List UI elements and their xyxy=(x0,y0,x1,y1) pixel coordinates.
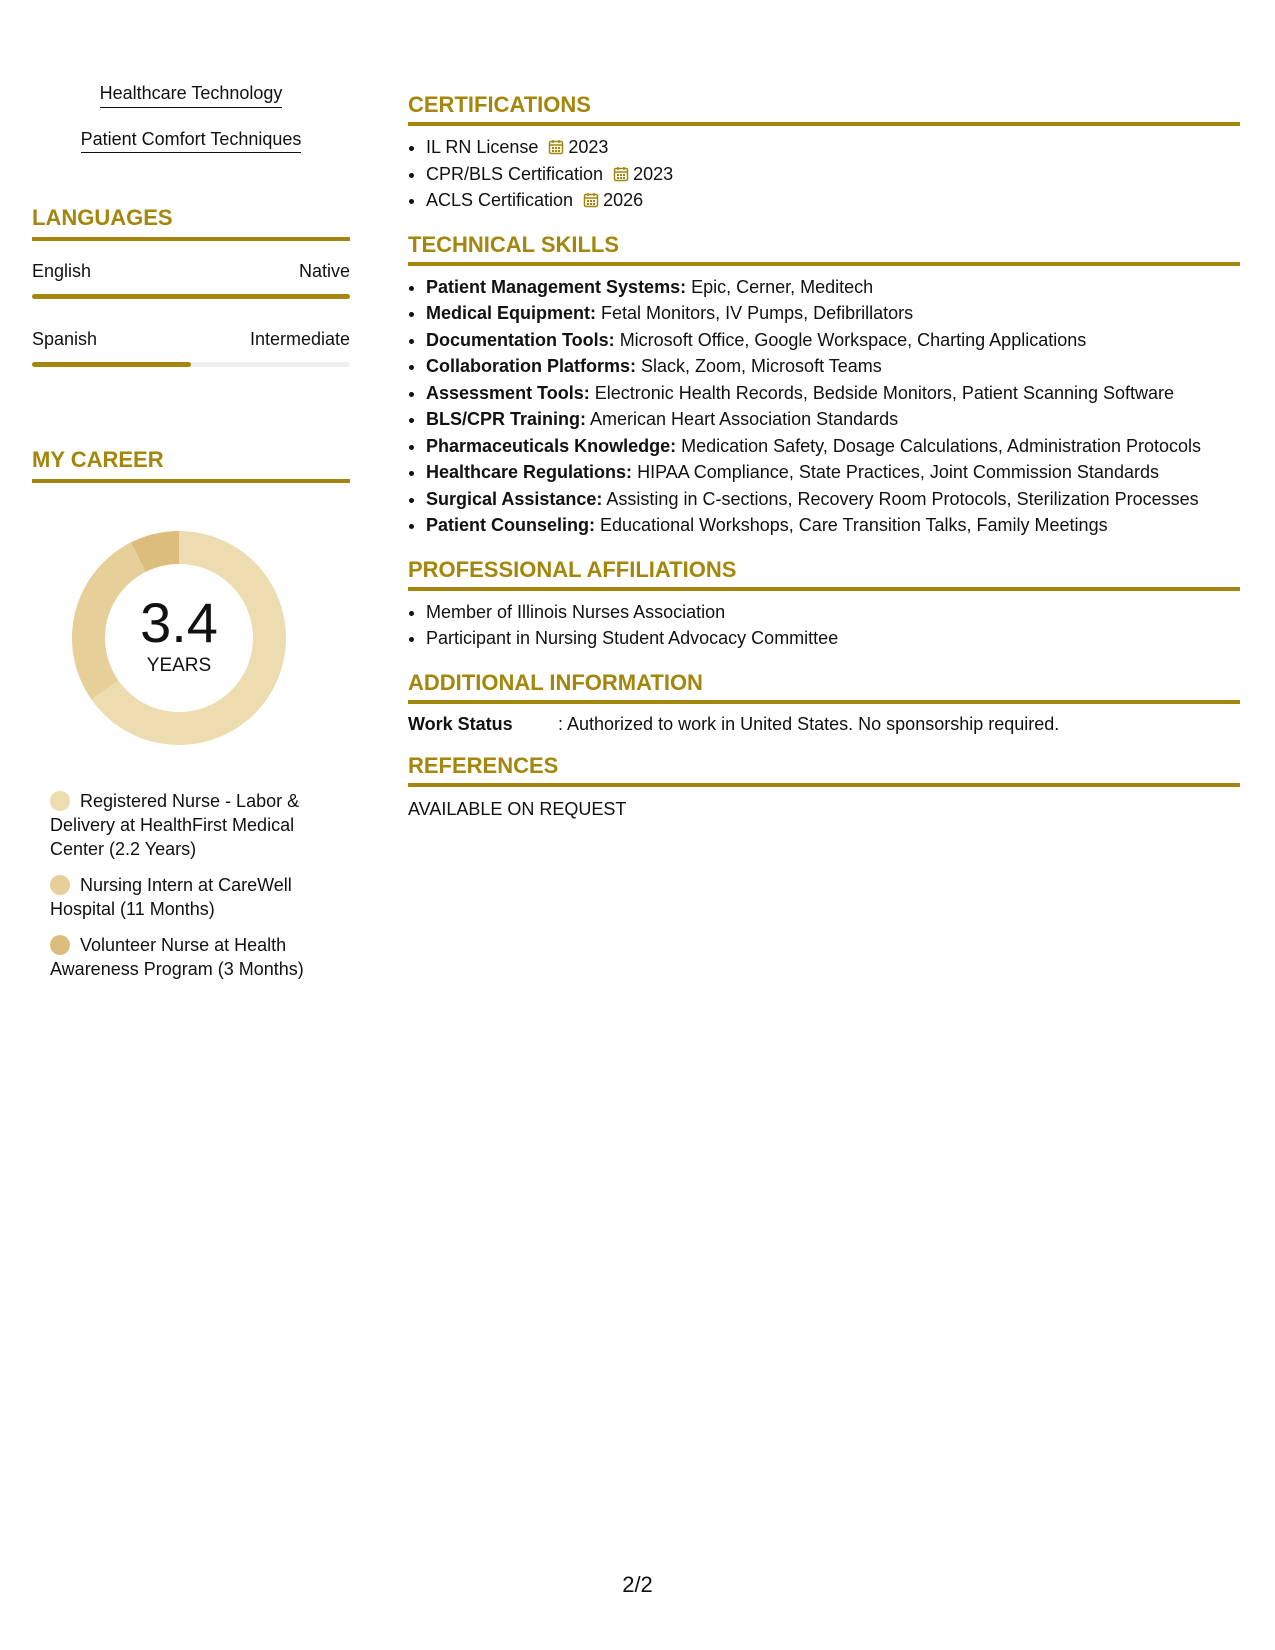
language-name: Spanish xyxy=(32,329,98,349)
certification-name: IL RN License xyxy=(426,137,539,157)
legend-dot-icon xyxy=(50,935,70,955)
career-legend xyxy=(32,789,350,981)
certifications-list xyxy=(408,134,1240,214)
affiliations-list xyxy=(408,599,1240,652)
skill-label: Patient Counseling: xyxy=(426,515,596,535)
technical-skills-section xyxy=(408,232,1240,539)
work-status-row xyxy=(408,714,1240,735)
language-proficiency-bar xyxy=(32,362,350,367)
list-item xyxy=(426,300,1240,327)
technical-skills-heading: TECHNICAL SKILLS xyxy=(408,232,1240,266)
legend-item xyxy=(50,789,350,861)
additional-info-section xyxy=(408,670,1240,735)
languages-section xyxy=(32,205,350,367)
skill-tags xyxy=(32,82,350,153)
skill-label: Healthcare Regulations: xyxy=(426,462,633,482)
career-total-unit: YEARS xyxy=(146,655,212,676)
skill-value: Assisting in C-sections, Recovery Room Protocols, Sterilization Processes xyxy=(606,488,1199,509)
list-item xyxy=(426,327,1240,354)
skill-value: Educational Workshops, Care Transition Talks, Family Meetings xyxy=(600,515,1108,535)
career-heading: MY CAREER xyxy=(32,447,350,483)
skill-label: Documentation Tools: xyxy=(426,329,615,350)
right-column xyxy=(408,92,1240,838)
legend-item xyxy=(50,873,350,921)
language-proficiency-fill xyxy=(32,362,191,367)
skill-tag: Patient Comfort Techniques xyxy=(81,128,302,154)
list-item xyxy=(426,380,1240,407)
affiliations-section xyxy=(408,557,1240,652)
skill-label: Collaboration Platforms: xyxy=(426,356,637,376)
legend-dot-icon xyxy=(50,791,70,811)
certification-year: 2023 xyxy=(633,163,674,184)
skill-tag: Healthcare Technology xyxy=(100,82,283,108)
references-heading: REFERENCES xyxy=(408,753,1240,787)
technical-skills-list xyxy=(408,274,1240,539)
skill-label: Patient Management Systems: xyxy=(426,276,687,297)
skill-label: Medical Equipment: xyxy=(426,303,597,323)
skill-value: HIPAA Compliance, State Practices, Joint Commission Standards xyxy=(637,462,1159,482)
certification-name: ACLS Certification xyxy=(426,190,574,210)
skill-value: American Heart Association Standards xyxy=(590,409,899,429)
list-item xyxy=(426,187,1240,214)
left-column xyxy=(32,82,350,993)
list-item xyxy=(426,161,1240,188)
additional-info-heading: ADDITIONAL INFORMATION xyxy=(408,670,1240,704)
calendar-icon xyxy=(548,139,564,155)
list-item xyxy=(426,406,1240,433)
calendar-icon xyxy=(583,192,599,208)
skill-value: Fetal Monitors, IV Pumps, Defibrillators xyxy=(601,303,914,323)
skill-value: Microsoft Office, Google Workspace, Charting Applications xyxy=(619,329,1087,350)
skill-value: Electronic Health Records, Bedside Monitors, Patient Scanning Software xyxy=(594,382,1175,403)
affiliations-heading: PROFESSIONAL AFFILIATIONS xyxy=(408,557,1240,591)
language-name: English xyxy=(32,261,92,281)
references-text: AVAILABLE ON REQUEST xyxy=(408,798,627,819)
donut-center xyxy=(64,523,294,753)
certifications-section xyxy=(408,92,1240,214)
certification-name: CPR/BLS Certification xyxy=(426,163,604,184)
language-level: Native xyxy=(298,261,350,281)
language-proficiency-fill xyxy=(32,294,350,299)
list-item: • Member of Illinois Nurses Association xyxy=(426,599,1240,626)
list-item xyxy=(426,486,1240,513)
skill-value: Epic, Cerner, Meditech xyxy=(691,276,874,297)
list-item xyxy=(426,433,1240,460)
certification-year: 2023 xyxy=(568,137,609,157)
legend-dot-icon xyxy=(50,875,70,895)
page-number: 2/2 xyxy=(622,1572,653,1597)
skill-value: Medication Safety, Dosage Calculations, Administration Protocols xyxy=(681,435,1202,456)
language-proficiency-bar xyxy=(32,294,350,299)
certification-year: 2026 xyxy=(603,190,644,210)
language-row xyxy=(32,261,350,299)
career-donut-chart xyxy=(64,523,294,753)
list-item xyxy=(426,274,1240,301)
career-section xyxy=(32,447,350,981)
references-section xyxy=(408,753,1240,820)
list-item xyxy=(426,353,1240,380)
legend-label: Volunteer Nurse at Health Awareness Program (3 Months) xyxy=(50,935,304,979)
languages-heading: LANGUAGES xyxy=(32,205,350,241)
work-status-label: Work Status xyxy=(408,713,513,734)
language-row xyxy=(32,329,350,367)
list-item xyxy=(426,134,1240,161)
skill-value: Slack, Zoom, Microsoft Teams xyxy=(641,356,882,376)
career-total-value: 3.4 xyxy=(140,591,218,654)
legend-label: Registered Nurse - Labor & Delivery at HealthFirst Medical Center (2.2 Years) xyxy=(50,791,300,859)
skill-label: Assessment Tools: xyxy=(426,382,590,403)
language-level: Intermediate xyxy=(249,329,350,349)
calendar-icon xyxy=(613,166,629,182)
list-item xyxy=(426,512,1240,539)
legend-item xyxy=(50,933,350,981)
list-item xyxy=(426,459,1240,486)
legend-label: Nursing Intern at CareWell Hospital (11 Months) xyxy=(50,875,292,919)
certifications-heading: CERTIFICATIONS xyxy=(408,92,1240,126)
skill-label: Surgical Assistance: xyxy=(426,488,603,509)
skill-label: Pharmaceuticals Knowledge: xyxy=(426,435,677,456)
work-status-value: : Authorized to work in United States. No sponsorship required. xyxy=(558,713,1060,734)
skill-label: BLS/CPR Training: xyxy=(426,409,587,429)
list-item: • Participant in Nursing Student Advocacy Committee xyxy=(426,625,1240,652)
